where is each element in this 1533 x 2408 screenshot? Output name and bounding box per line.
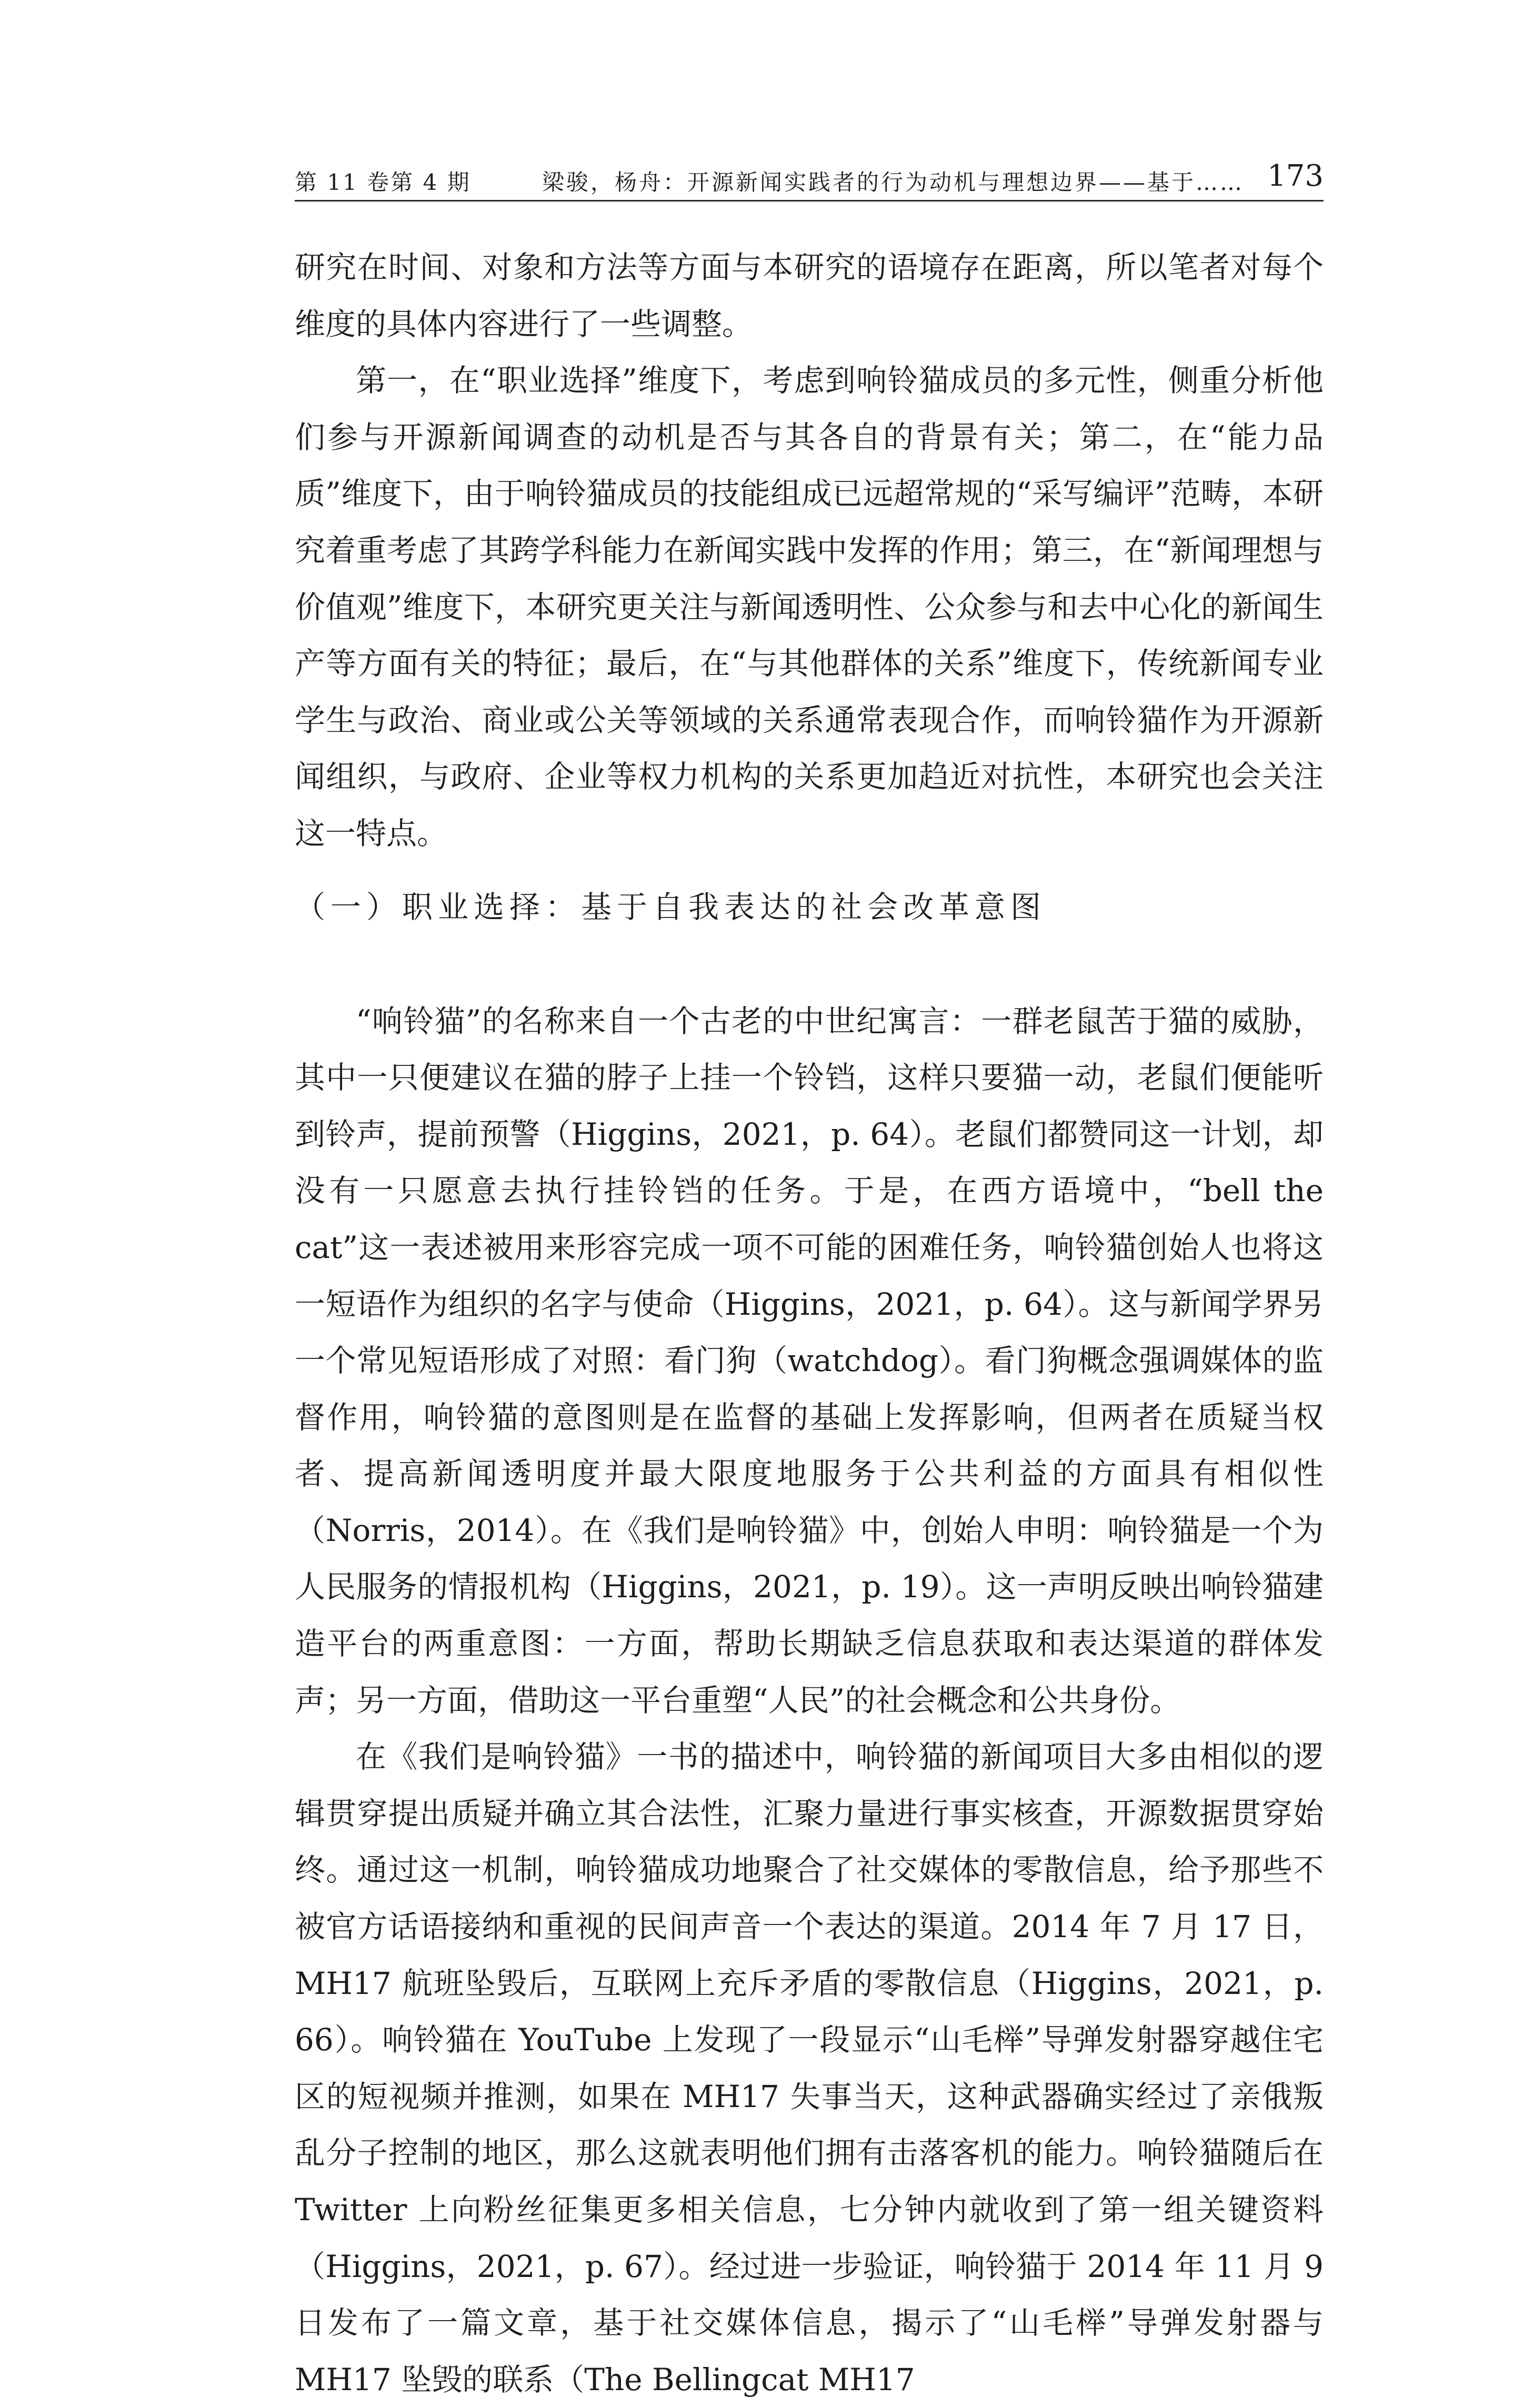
paragraph: 在《我们是响铃猫》一书的描述中，响铃猫的新闻项目大多由相似的逻辑贯穿提出质疑并确立其合法性，汇聚力量进行事实核查，开源数据贯穿始终。通过这一机制，响铃猫成功地聚合了社交媒体的零散信息，给予那些不被官方话语接纳和重视的民间声音一个表达的渠道。2014 年 7 月 17 日，MH17 航班坠毁后，互联网上充斥矛盾的零散信息（Higgins，2021，p. 66）。响铃猫在 YouTube 上发现了一段显示“山毛榉”导弹发射器穿越住宅区的短视频并推测，如果在 MH17 失事当天，这种武器确实经过了亲俄叛乱分子控制的地区，那么这就表明他们拥有击落客机的能力。响铃猫随后在 Twitter 上向粉丝征集更多相关信息，七分钟内就收到了第一组关键资料（Higgins，2021，p. 67）。经过进一步验证，响铃猫于 2014 年 11 月 9 日发布了一篇文章，基于社交媒体信息，揭示了“山毛榉”导弹发射器与 MH17 坠毁的联系（The Bellingcat MH17 [295, 1739, 1324, 2397]
journal-issue: 第 11 卷第 4 期 [295, 169, 471, 195]
paragraph: 研究在时间、对象和方法等方面与本研究的语境存在距离，所以笔者对每个维度的具体内容进行了一些调整。 [295, 249, 1324, 342]
paragraph: “响铃猫”的名称来自一个古老的中世纪寓言：一群老鼠苦于猫的威胁，其中一只便建议在猫的脖子上挂一个铃铛，这样只要猫一动，老鼠们便能听到铃声，提前预警（Higgins，2021，p. 64）。老鼠们都赞同这一计划，却没有一只愿意去执行挂铃铛的任务。于是，在西方语境中，“bell the cat”这一表述被用来形容完成一项不可能的困难任务，响铃猫创始人也将这一短语作为组织的名字与使命（Higgins，2021，p. 64）。这与新闻学界另一个常见短语形成了对照：看门狗（watchdog）。看门狗概念强调媒体的监督作用，响铃猫的意图则是在监督的基础上发挥影响，但两者在质疑当权者、提高新闻透明度并最大限度地服务于公共利益的方面具有相似性（Norris，2014）。在《我们是响铃猫》中，创始人申明：响铃猫是一个为人民服务的情报机构（Higgins，2021，p. 19）。这一声明反映出响铃猫建造平台的两重意图：一方面，帮助长期缺乏信息获取和表达渠道的群体发声；另一方面，借助这一平台重塑“人民”的社会概念和公共身份。 [295, 1003, 1324, 1718]
page-number: 173 [1267, 159, 1324, 193]
article-body [295, 239, 1324, 2408]
running-header [295, 158, 1324, 201]
section-heading: （一）职业选择：基于自我表达的社会改革意图 [295, 889, 1047, 925]
running-title: 梁骏，杨舟：开源新闻实践者的行为动机与理想边界——基于…… [542, 169, 1245, 195]
paragraph: 第一，在“职业选择”维度下，考虑到响铃猫成员的多元性，侧重分析他们参与开源新闻调查的动机是否与其各自的背景有关；第二，在“能力品质”维度下，由于响铃猫成员的技能组成已远超常规的“采写编评”范畴，本研究着重考虑了其跨学科能力在新闻实践中发挥的作用；第三，在“新闻理想与价值观”维度下，本研究更关注与新闻透明性、公众参与和去中心化的新闻生产等方面有关的特征；最后，在“与其他群体的关系”维度下，传统新闻专业学生与政治、商业或公关等领域的关系通常表现合作，而响铃猫作为开源新闻组织，与政府、企业等权力机构的关系更加趋近对抗性，本研究也会关注这一特点。 [295, 362, 1324, 851]
